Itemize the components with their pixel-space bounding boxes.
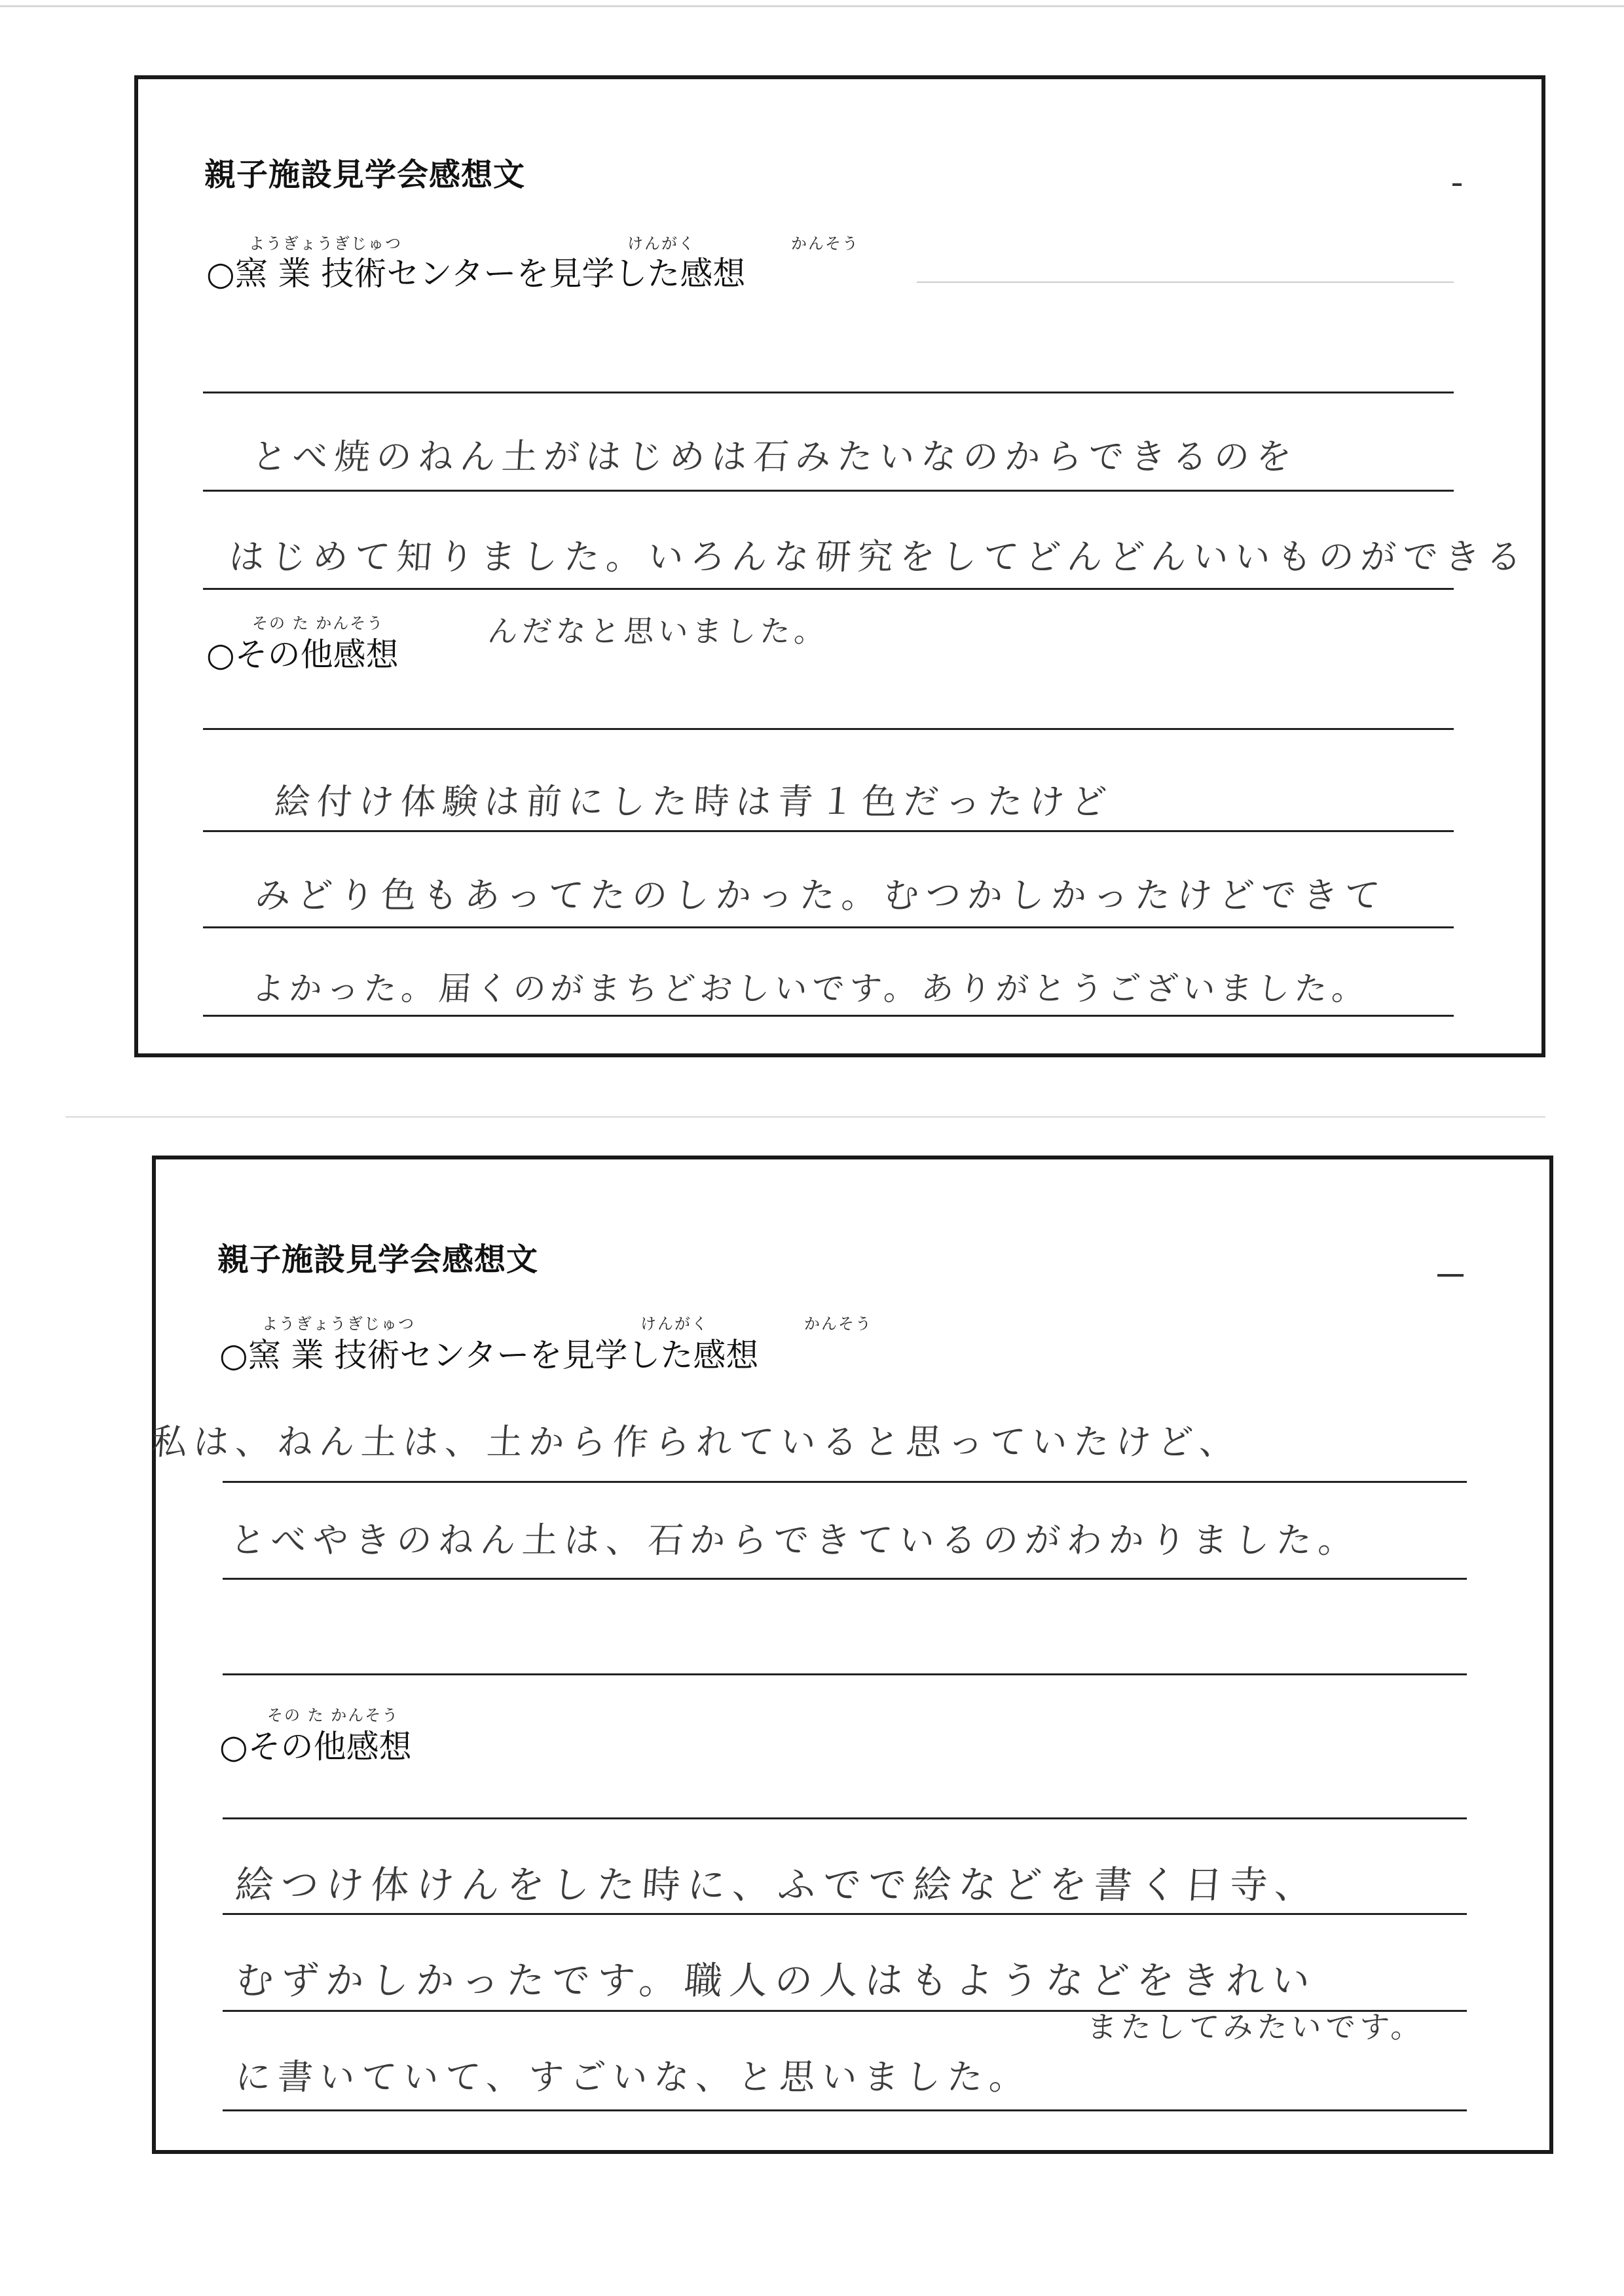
answer-line	[223, 2109, 1467, 2111]
furigana-sonotakansou: その た かんそう	[252, 614, 384, 632]
furigana-kengaku: けんがく	[627, 234, 695, 253]
handwritten-answer-line: とべやきのねん土は、石からできているのがわかりました。	[229, 1520, 1362, 1561]
question-heading-center-visit: ○窯 業 技術センターを見学した感想	[219, 1336, 759, 1374]
handwritten-answer-line: とべ焼のねん土がはじめは石みたいなのからできるのを	[250, 436, 1300, 477]
furigana-sonotakansou: その た かんそう	[267, 1706, 399, 1724]
answer-line	[223, 1913, 1467, 1915]
answer-line	[203, 728, 1454, 730]
answer-line	[917, 282, 1454, 283]
handwritten-answer-line: よかった。届くのがまちどおしいです。ありがとうございました。	[250, 970, 1371, 1008]
answer-line	[223, 1673, 1467, 1675]
handwritten-answer-line: に書いていて、すごいな、と思いました。	[234, 2056, 1033, 2098]
corner-mark	[1452, 183, 1462, 186]
handwritten-answer-line: 私は、ねん土は、土から作られていると思っていたけど、	[150, 1421, 1243, 1463]
handwritten-answer-line: むずかしかったです。職人の人はもようなどをきれい	[234, 1958, 1319, 2003]
answer-line	[203, 490, 1454, 492]
answer-line	[223, 1481, 1467, 1483]
corner-mark	[1437, 1274, 1464, 1277]
furigana-kansou: かんそう	[804, 1315, 872, 1333]
handwritten-answer-line: みどり色もあってたのしかった。むつかしかったけどできて	[253, 875, 1388, 916]
form-title: 親子施設見学会感想文	[217, 1241, 539, 1278]
question-heading-other-impressions: ○その他感想	[206, 636, 399, 674]
answer-line	[203, 392, 1454, 393]
scan-edge-top	[0, 5, 1624, 7]
answer-line	[203, 830, 1454, 832]
answer-line	[223, 1817, 1467, 1819]
answer-line	[203, 1015, 1454, 1017]
question-heading-other-impressions: ○その他感想	[219, 1728, 412, 1766]
handwritten-answer-line: はじめて知りました。いろんな研究をしてどんどんいいものができる	[227, 536, 1530, 577]
answer-line	[203, 588, 1454, 590]
handwritten-answer-line: 絵付け体験は前にした時は青１色だったけど	[273, 781, 1115, 822]
furigana-yougyougijutsu: ようぎょうぎじゅつ	[262, 1315, 415, 1333]
form-title: 親子施設見学会感想文	[204, 156, 526, 193]
answer-line	[223, 1578, 1467, 1580]
handwritten-answer-line: んだなと思いました。	[486, 613, 830, 649]
scan-edge-middle	[65, 1116, 1545, 1118]
furigana-kansou: かんそう	[791, 234, 859, 253]
furigana-kengaku: けんがく	[640, 1315, 709, 1333]
question-heading-center-visit: ○窯 業 技術センターを見学した感想	[206, 255, 746, 293]
answer-line	[203, 926, 1454, 928]
furigana-yougyougijutsu: ようぎょうぎじゅつ	[249, 234, 402, 253]
handwritten-answer-line: 絵つけ体けんをした時に、ふでで絵などを書く日寺、	[234, 1863, 1322, 1907]
handwritten-answer-line: またしてみたいです。	[1085, 2009, 1427, 2045]
